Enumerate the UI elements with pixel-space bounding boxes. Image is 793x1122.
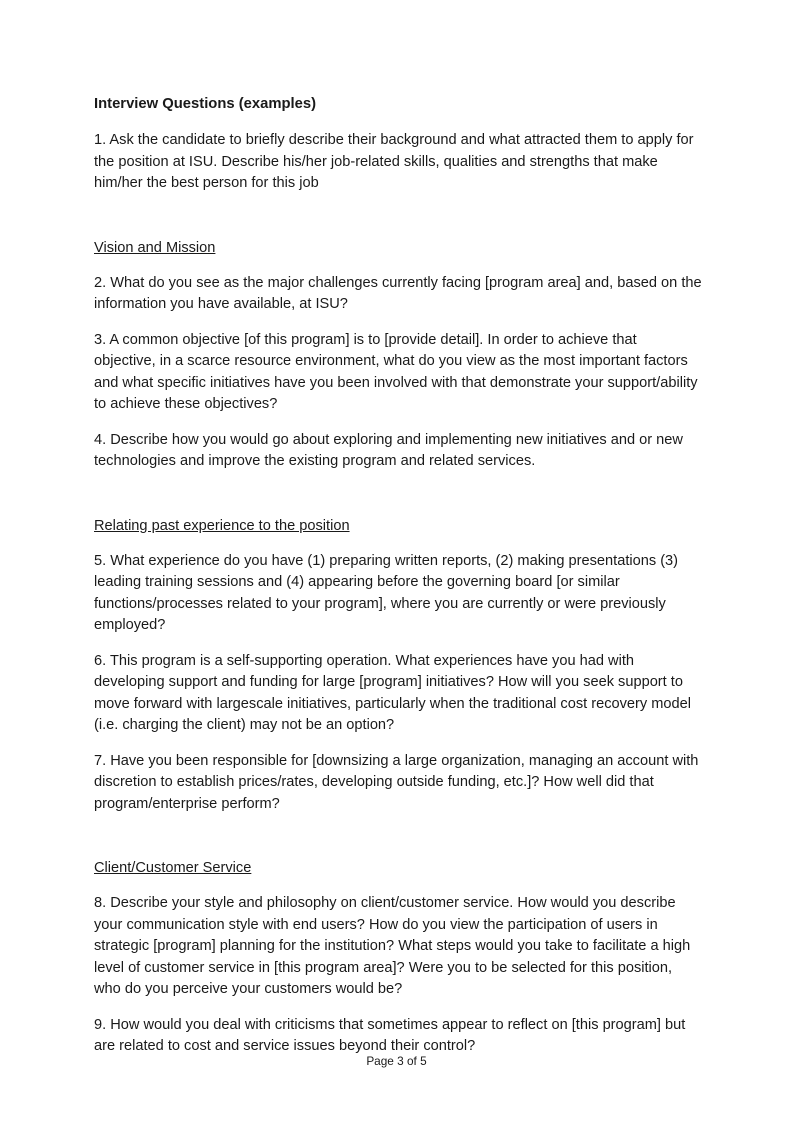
question-paragraph-7: 7. Have you been responsible for [downsizing a large organization, managing an account with discretion to establish prices/rates, developing outside funding, etc.]? How well did that program/enterprise perform? xyxy=(94,752,699,812)
section-heading-vision-and-mission: Vision and Mission xyxy=(94,239,216,256)
document-body xyxy=(94,94,702,1072)
question-paragraph-2: 2. What do you see as the major challenges currently facing [program area] and, based on the information you have available, at ISU? xyxy=(94,274,702,312)
section-heading-relating-past-experience: Relating past experience to the position xyxy=(94,517,350,534)
page-number: Page 3 of 5 xyxy=(366,1054,427,1068)
question-paragraph-1: 1. Ask the candidate to briefly describe their background and what attracted them to apply for the position at ISU. Describe his/her job-related skills, qualities and strengths that make him/her the best person for this job xyxy=(94,132,694,191)
question-paragraph-3: 3. A common objective [of this program] is to [provide detail]. In order to achieve that objective, in a scarce resource environment, what do you view as the most important factors and what specific initiatives have you been involved with that demonstrate your support/ability to achieve these objectives? xyxy=(94,331,698,412)
question-paragraph-6: 6. This program is a self-supporting operation. What experiences have you had with developing support and funding for large [program] initiatives? How will you seek support to move forward with largescale initiatives, particularly when the traditional cost recovery model (i.e. charging the client) may not be an option? xyxy=(94,652,691,733)
question-paragraph-5: 5. What experience do you have (1) preparing written reports, (2) making presentations (3) leading training sessions and (4) appearing before the governing board [or similar functions/processes related to your program], where you are currently or were previously employed? xyxy=(94,552,679,633)
question-paragraph-4: 4. Describe how you would go about exploring and implementing new initiatives and or new technologies and improve the existing program and related services. xyxy=(94,431,683,469)
document-title: Interview Questions (examples) xyxy=(94,96,317,112)
section-heading-client-customer-service: Client/Customer Service xyxy=(94,860,252,876)
question-paragraph-8: 8. Describe your style and philosophy on client/customer service. How would you describe your communication style with end users? How do you view the participation of users in strategic [program] planning for the institution? What steps would you take to facilitate a high level of customer service in [this program area]? Were you to be selected for this position, who do you perceive your customers would be? xyxy=(94,895,691,997)
question-paragraph-9: 9. How would you deal with criticisms that sometimes appear to reflect on [this program] but are related to cost and service issues beyond their control? xyxy=(94,1016,686,1054)
